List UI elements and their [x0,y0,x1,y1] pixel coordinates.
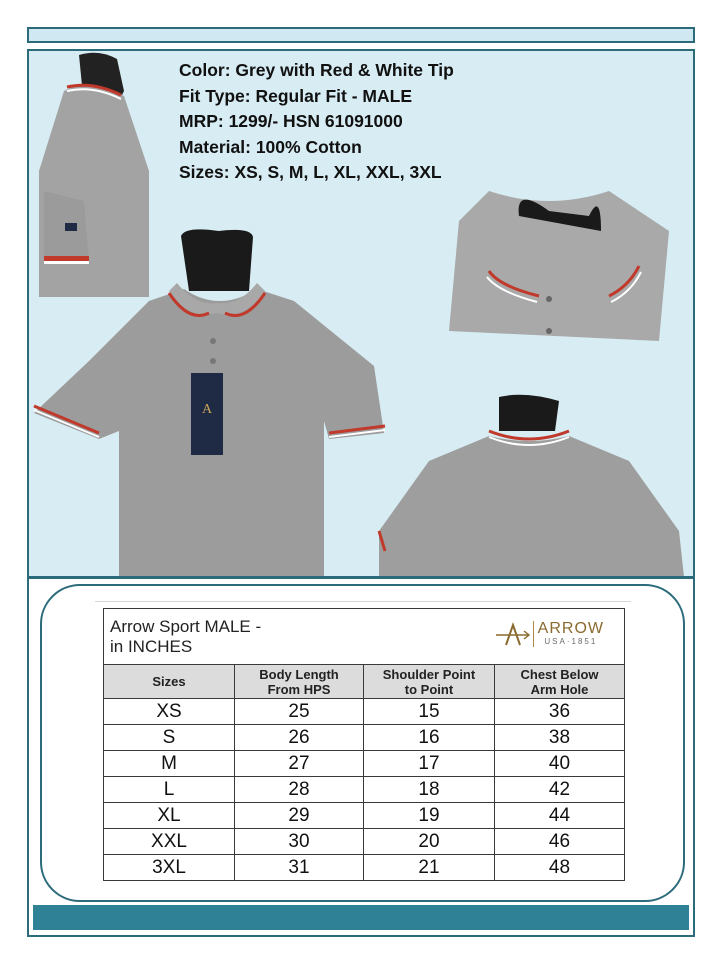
size-cell: XL [104,803,235,829]
size-cell: XS [104,699,235,725]
shoulder-cell: 20 [364,829,495,855]
size-cell: M [104,751,235,777]
header-sizes: Sizes [104,665,235,699]
body-length-cell: 26 [235,725,364,751]
collar-closeup-photo [449,191,669,341]
body-length-cell: 27 [235,751,364,777]
arrow-a-icon [496,621,530,647]
arrow-logo-sub: USA·1851 [544,637,598,646]
table-row [104,725,625,751]
spec-color: Color: Grey with Red & White Tip [179,60,454,80]
size-chart-header-row [104,665,625,699]
table-row [104,751,625,777]
header-chest: Chest Below Arm Hole [495,665,625,699]
header-body-length: Body Length From HPS [235,665,364,699]
chest-cell: 36 [495,699,625,725]
side-view-photo [34,51,154,297]
spec-mrp: MRP: 1299/- HSN 61091000 [179,111,403,131]
shoulder-cell: 21 [364,855,495,881]
back-view-photo [379,395,684,577]
section-divider [29,576,693,579]
shoulder-cell: 16 [364,725,495,751]
size-cell: L [104,777,235,803]
table-row [104,829,625,855]
size-chart-title-line1: Arrow Sport MALE - [110,616,262,636]
arrow-logo [496,621,604,647]
table-row [104,855,625,881]
size-chart-table [103,608,625,881]
table-row [104,777,625,803]
body-length-cell: 29 [235,803,364,829]
header-shoulder: Shoulder Point to Point [364,665,495,699]
table-row [104,699,625,725]
body-length-cell: 31 [235,855,364,881]
chest-cell: 40 [495,751,625,777]
product-specs [179,58,599,186]
chest-cell: 42 [495,777,625,803]
shoulder-cell: 19 [364,803,495,829]
shoulder-cell: 15 [364,699,495,725]
spec-material: Material: 100% Cotton [179,136,362,157]
svg-text:A: A [201,402,213,417]
chest-cell: 46 [495,829,625,855]
size-cell: XXL [104,829,235,855]
body-length-cell: 25 [235,699,364,725]
shoulder-cell: 18 [364,777,495,803]
chest-cell: 48 [495,855,625,881]
chest-cell: 38 [495,725,625,751]
size-cell: 3XL [104,855,235,881]
size-chart-title-line2: in INCHES [110,636,193,656]
table-row [104,803,625,829]
size-chart-title [104,609,625,665]
spec-sizes: Sizes: XS, S, M, L, XL, XXL, 3XL [179,162,442,182]
body-length-cell: 28 [235,777,364,803]
body-length-cell: 30 [235,829,364,855]
chest-cell: 44 [495,803,625,829]
shoulder-cell: 17 [364,751,495,777]
arrow-logo-name: ARROW [537,620,604,637]
spec-fit-type: Fit Type: Regular Fit - MALE [179,85,413,106]
bottom-banner-bar [33,905,689,930]
size-cell: S [104,725,235,751]
top-banner-bar [27,27,695,43]
